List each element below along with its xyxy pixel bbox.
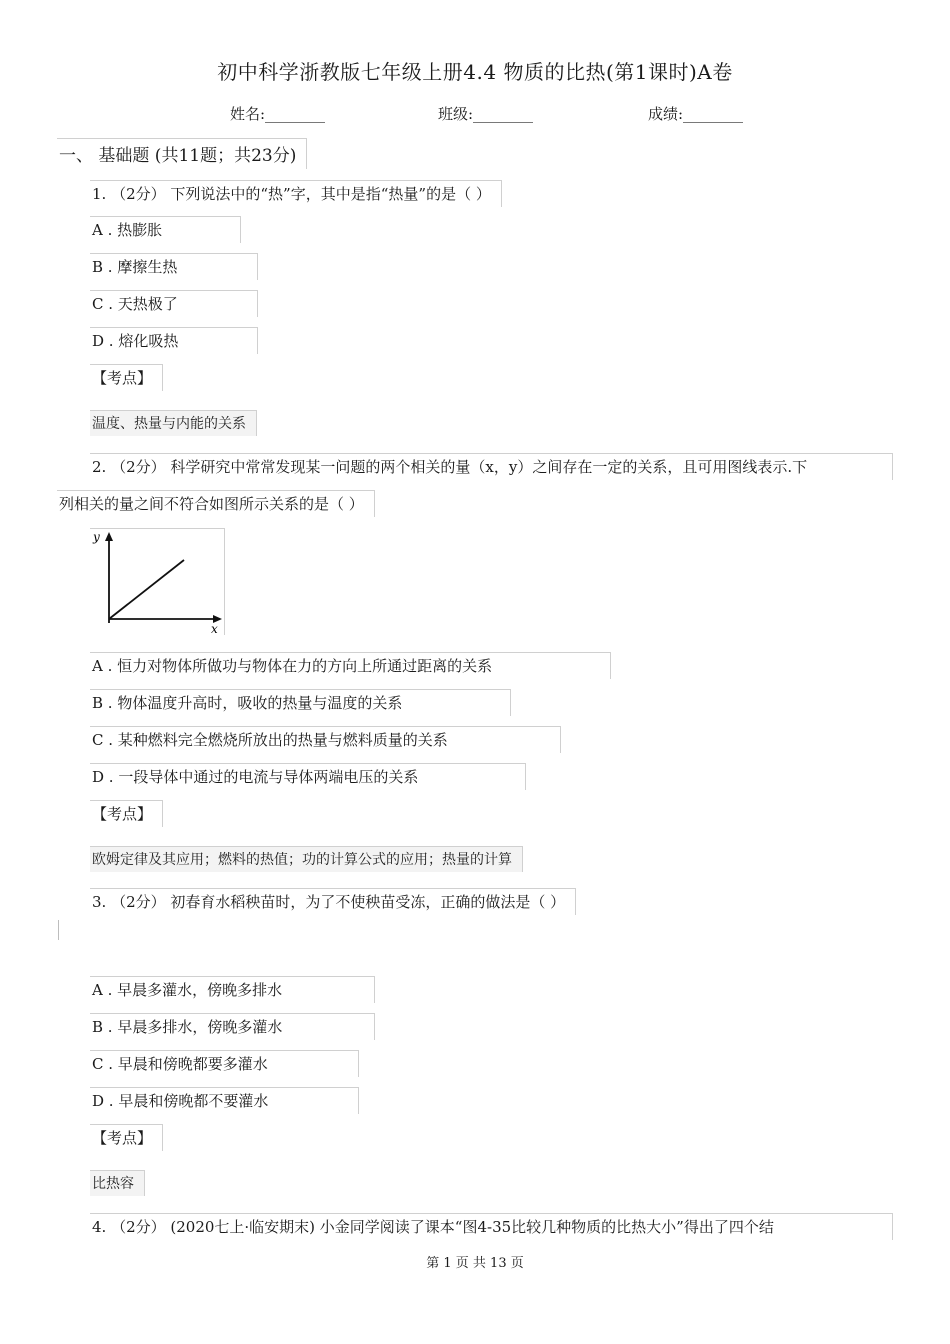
question-1-option-b: B . 摩擦生热 [90, 253, 258, 280]
question-2-stem-line2: 列相关的量之间不符合如图所示关系的是（ ） [57, 490, 375, 517]
question-3-stem: 3. （2分） 初春育水稻秧苗时，为了不使秧苗受冻，正确的做法是（ ） [90, 888, 576, 915]
name-field-label: 姓名:________ [230, 105, 326, 123]
question-1-stem: 1. （2分） 下列说法中的“热”字，其中是指“热量”的是（ ） [90, 180, 502, 207]
section-heading: 一、 基础题 (共11题；共23分) [57, 138, 307, 169]
question-2-option-a: A . 恒力对物体所做功与物体在力的方向上所通过距离的关系 [90, 652, 611, 679]
question-3-option-b: B . 早晨多排水，傍晚多灌水 [90, 1013, 375, 1040]
question-2-option-b: B . 物体温度升高时，吸收的热量与温度的关系 [90, 689, 511, 716]
graph-y-label: y [93, 530, 100, 544]
question-1-option-a: A . 热膨胀 [90, 216, 241, 243]
question-2-stem-line1: 2. （2分） 科学研究中常常发现某一问题的两个相关的量（x，y）之间存在一定的关系，且可用图线表示.下 [90, 453, 893, 480]
question-2-kaodian-label: 【考点】 [90, 800, 163, 827]
graph-x-label: x [211, 622, 218, 635]
graph-proportional-line [109, 560, 184, 619]
question-2-graph-svg [90, 529, 224, 635]
question-4-stem: 4. （2分） (2020七上·临安期末) 小金同学阅读了课本“图4-35比较几种物质的比热大小”得出了四个结 [90, 1213, 893, 1240]
question-2-knowledge-point: 欧姆定律及其应用；燃料的热值；功的计算公式的应用；热量的计算 [90, 846, 523, 872]
question-3-option-c: C . 早晨和傍晚都要多灌水 [90, 1050, 359, 1077]
question-3-option-d: D . 早晨和傍晚都不要灌水 [90, 1087, 359, 1114]
question-1-kaodian-label: 【考点】 [90, 364, 163, 391]
question-3-kaodian-label: 【考点】 [90, 1124, 163, 1151]
question-3-option-a: A . 早晨多灌水，傍晚多排水 [90, 976, 375, 1003]
question-2-option-c: C . 某种燃料完全燃烧所放出的热量与燃料质量的关系 [90, 726, 561, 753]
question-1-option-d: D . 熔化吸热 [90, 327, 258, 354]
page-footer: 第 1 页 共 13 页 [426, 1256, 524, 1271]
document-title: 初中科学浙教版七年级上册4.4 物质的比热(第1课时)A卷 [217, 60, 733, 84]
question-1-knowledge-point: 温度、热量与内能的关系 [90, 410, 257, 436]
question-3-knowledge-point: 比热容 [90, 1170, 145, 1196]
question-2-graph [90, 528, 225, 635]
question-2-option-d: D . 一段导体中通过的电流与导体两端电压的关系 [90, 763, 526, 790]
question-1-option-c: C . 天热极了 [90, 290, 258, 317]
margin-rule [58, 920, 59, 940]
graph-y-axis-arrow [105, 532, 113, 541]
score-field-label: 成绩:________ [648, 105, 744, 123]
class-field-label: 班级:________ [438, 105, 534, 123]
